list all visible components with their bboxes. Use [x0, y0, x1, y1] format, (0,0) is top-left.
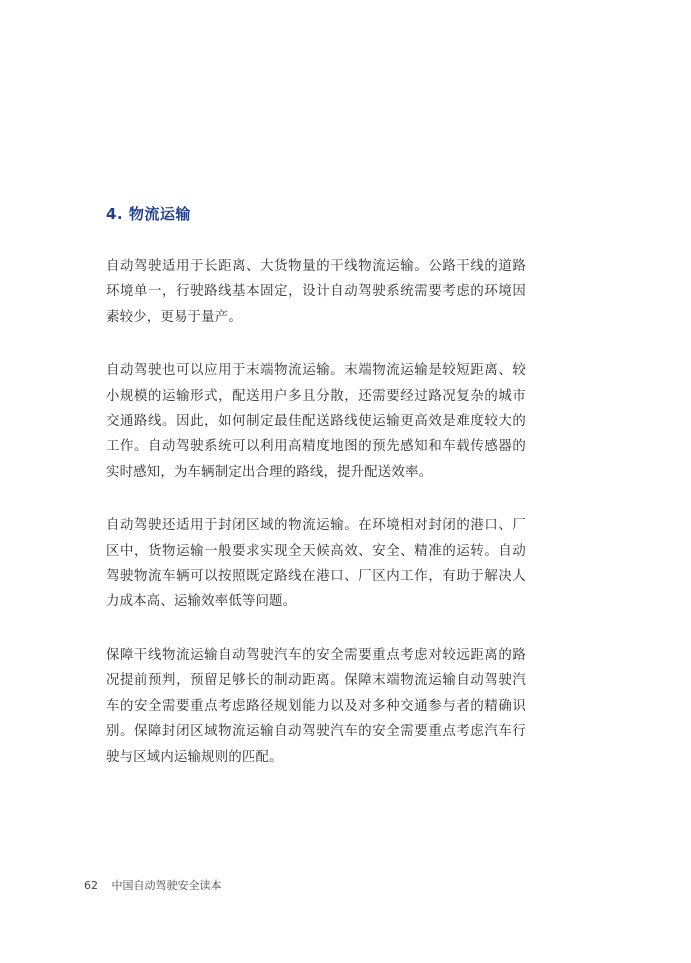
- paragraph-trunk-logistics: 自动驾驶适用于长距离、大货物量的干线物流运输。公路干线的道路环境单一，行驶路线基本固定，设计自动驾驶系统需要考虑的环境因素较少，更易于量产。: [106, 259, 526, 325]
- book-title: 中国自动驾驶安全读本: [111, 879, 222, 892]
- page-footer: [84, 878, 222, 894]
- paragraph-closed-area-logistics: 自动驾驶还适用于封闭区域的物流运输。在环境相对封闭的港口、厂区中，货物运输一般要求实现全天候高效、安全、精准的运转。自动驾驶物流车辆可以按照既定路线在港口、厂区内工作，有助于解决人力成本高、运输效率低等问题。: [106, 518, 526, 610]
- page-number: 62: [84, 879, 98, 892]
- paragraph-last-mile-logistics: 自动驾驶也可以应用于末端物流运输。末端物流运输是较短距离、较小规模的运输形式，配送用户多且分散，还需要经过路况复杂的城市交通路线。因此，如何制定最佳配送路线使运输更高效是难度较大的工作。自动驾驶系统可以利用高精度地图的预先感知和车载传感器的实时感知，为车辆制定出合理的路线，提升配送效率。: [106, 363, 526, 480]
- page-content: [106, 202, 526, 798]
- section-title: 4. 物流运输: [106, 205, 191, 223]
- paragraph-safety-considerations: 保障干线物流运输自动驾驶汽车的安全需要重点考虑对较远距离的路况提前预判，预留足够长的制动距离。保障末端物流运输自动驾驶汽车的安全需要重点考虑路径规划能力以及对多种交通参与者的精确识别。保障封闭区域物流运输自动驾驶汽车的安全需要重点考虑汽车行驶与区域内运输规则的匹配。: [106, 647, 526, 765]
